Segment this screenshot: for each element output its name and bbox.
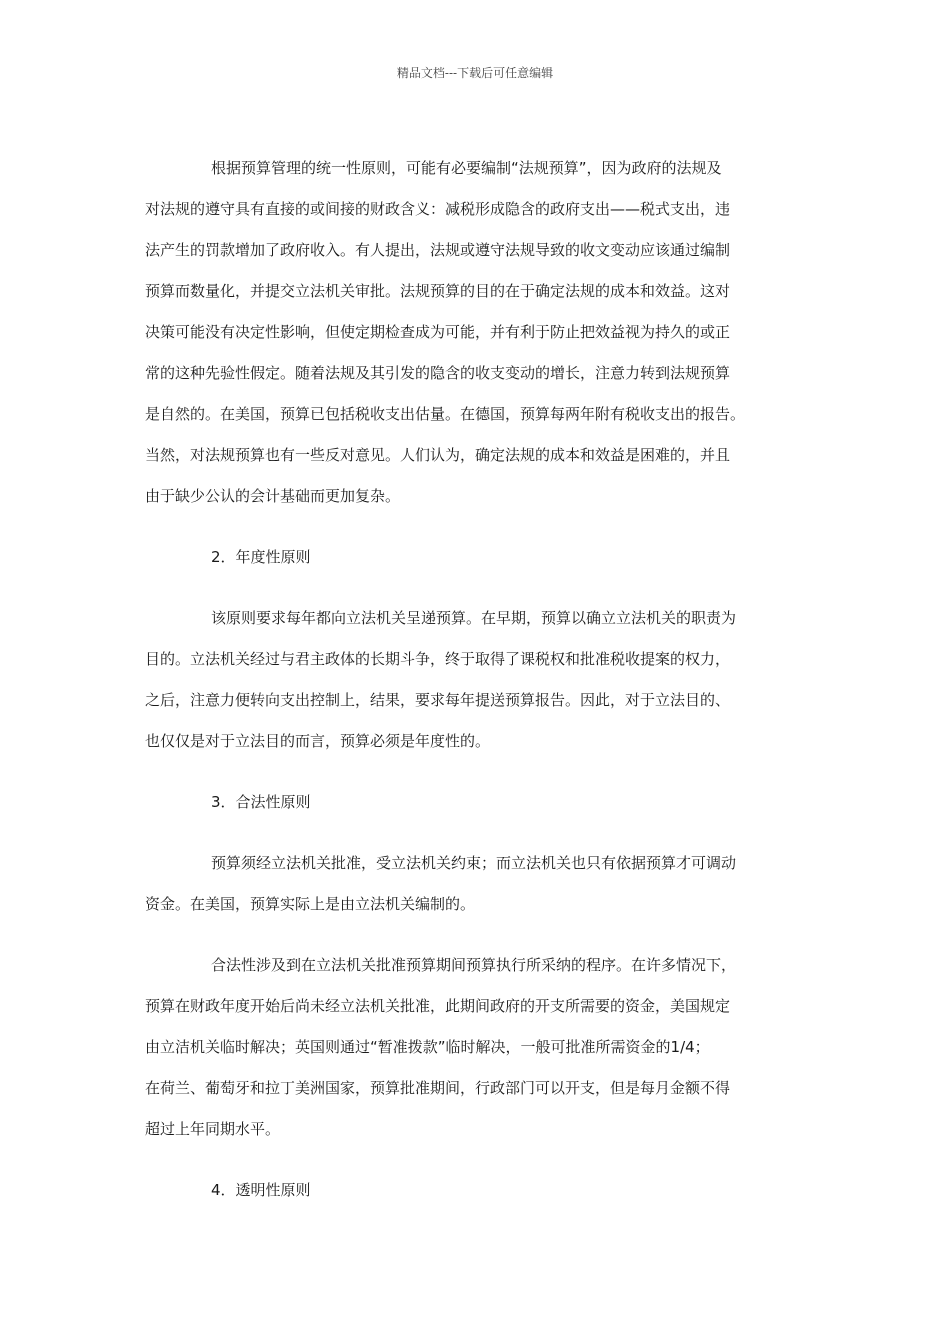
text-line: 决策可能没有决定性影响，但使定期检查成为可能，并有利于防止把效益视为持久的或正 (145, 323, 731, 341)
text-line: 预算而数量化，并提交立法机关审批。法规预算的目的在于确定法规的成本和效益。这对 (145, 282, 731, 300)
text-line: 预算在财政年度开始后尚未经立法机关批准，此期间政府的开支所需要的资金，美国规定 (145, 997, 731, 1015)
text-line: 是自然的。在美国，预算已包括税收支出估量。在德国，预算每两年附有税收支出的报告。 (145, 405, 746, 423)
text-line: 由于缺少公认的会计基础而更加复杂。 (145, 487, 401, 505)
text-line: 目的。立法机关经过与君主政体的长期斗争，终于取得了课税权和批准税收提案的权力， (145, 650, 731, 668)
paragraph (145, 598, 825, 762)
text-line: 资金。在美国，预算实际上是由立法机关编制的。 (145, 895, 476, 913)
section-heading: 3．合法性原则 (211, 793, 311, 811)
text-line: 在荷兰、葡萄牙和拉丁美洲国家，预算批准期间，行政部门可以开支，但是每月金额不得 (145, 1079, 731, 1097)
text-line: 由立洁机关临时解决；英国则通过“暂准拨款”临时解决，一般可批准所需资金的1/4； (145, 1038, 710, 1056)
paragraph (145, 148, 825, 517)
section-heading: 2．年度性原则 (211, 548, 311, 566)
text-line: 该原则要求每年都向立法机关呈递预算。在早期，预算以确立立法机关的职责为 (211, 609, 737, 627)
text-line: 对法规的遵守具有直接的或间接的财政含义：减税形成隐含的政府支出——税式支出，违 (145, 200, 731, 218)
paragraph (145, 945, 825, 1150)
text-line: 超过上年同期水平。 (145, 1120, 281, 1138)
text-line: 之后，注意力便转向支出控制上，结果，要求每年提送预算报告。因此，对于立法目的、 (145, 691, 731, 709)
text-line: 根据预算管理的统一性原则，可能有必要编制“法规预算”，因为政府的法规及 (211, 159, 722, 177)
page-header: 精品文档---下载后可任意编辑 (396, 66, 554, 80)
paragraph (145, 843, 825, 925)
text-line: 常的这种先验性假定。随着法规及其引发的隐含的收支变动的增长，注意力转到法规预算 (145, 364, 731, 382)
text-line: 预算须经立法机关批准，受立法机关约束；而立法机关也只有依据预算才可调动 (211, 854, 737, 872)
section-heading: 4．透明性原则 (211, 1181, 311, 1199)
document-body (145, 148, 825, 1211)
text-line: 当然，对法规预算也有一些反对意见。人们认为，确定法规的成本和效益是困难的，并且 (145, 446, 731, 464)
text-line: 法产生的罚款增加了政府收入。有人提出，法规或遵守法规导致的收文变动应该通过编制 (145, 241, 731, 259)
text-line: 也仅仅是对于立法目的而言，预算必须是年度性的。 (145, 732, 491, 750)
text-line: 合法性涉及到在立法机关批准预算期间预算执行所采纳的程序。在许多情况下， (211, 956, 737, 974)
